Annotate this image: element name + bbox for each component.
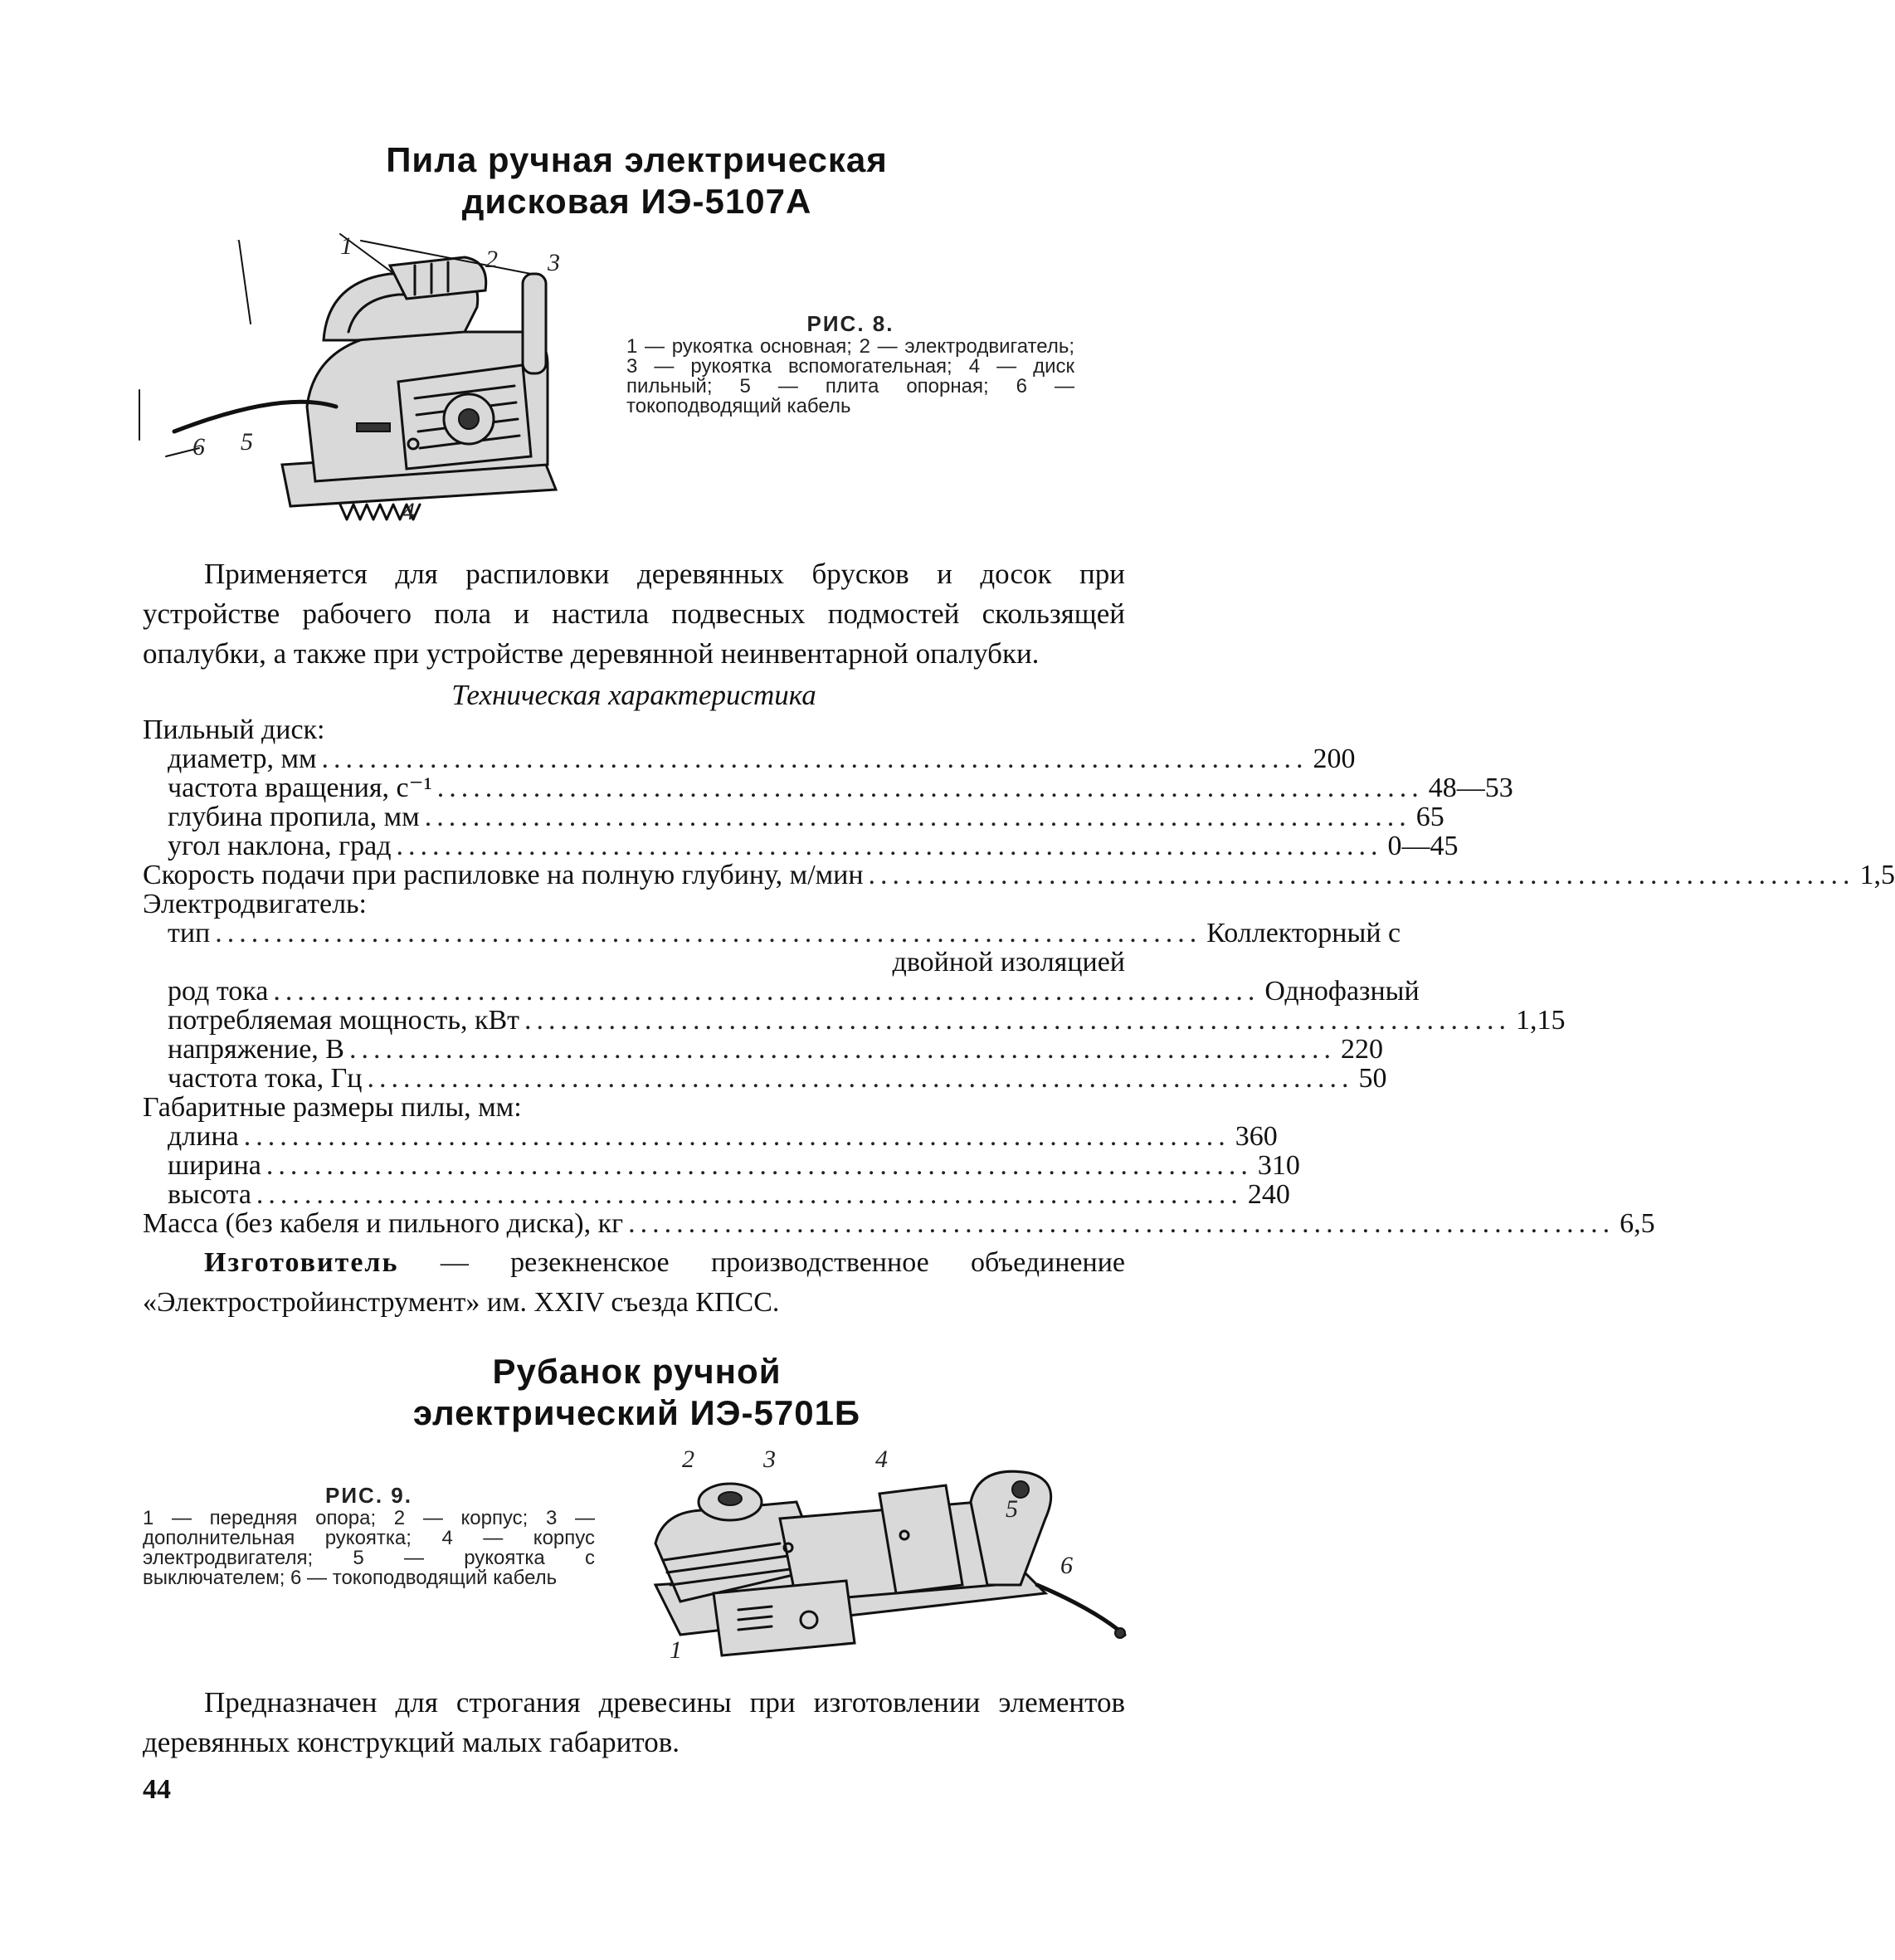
spec-label: ширина [168,1150,261,1181]
spec-label: высота [168,1179,251,1210]
leader-dots: .................................................................................. [396,831,1383,861]
saw-figure-label: РИС. 8. [806,311,894,336]
spec-value: 1,15 [1516,1005,1566,1036]
spec-row-type [143,918,1401,948]
planer-figure-caption [143,1485,595,1588]
spec-row-voltage [143,1034,1383,1065]
page-number: 44 [143,1774,171,1805]
planer-illustration [631,1469,1128,1668]
spec-row-width [143,1150,1300,1181]
planer-figure-caption-text: 1 — передняя опора; 2 — корпус; 3 — дополнительная рукоятка; 4 — корпус электродвигателя; 5 — рукоятка с выключателем; 6 — токоподводящий кабель [143,1507,595,1589]
saw-spec-block [143,679,1895,1260]
manufacturer-label: Изготовитель [204,1247,399,1278]
spec-row-depth [143,802,1444,832]
planer-title [0,1351,1274,1434]
spec-label: потребляемая мощность, кВт [168,1005,520,1036]
saw-callout-2: 2 [485,246,498,273]
spec-label: угол наклона, град [168,831,392,861]
spec-row-length [143,1121,1278,1152]
planer-title-line2: электрический ИЭ-5701Б [412,1393,861,1432]
saw-figure-caption [626,311,1074,417]
planer-figure-label: РИС. 9. [325,1483,412,1508]
spec-row-mass [143,1208,1655,1239]
spec-value: 240 [1247,1179,1290,1210]
saw-figure-caption-text: 1 — рукоятка основная; 2 — электродвигатель; 3 — рукоятка вспомогательная; 4 — диск пильный; 5 — плита опорная; 6 — токоподводящий кабель [626,335,1074,417]
saw-illustration [191,241,606,539]
spec-value: 0—45 [1387,831,1459,861]
leader-dots: .................................................................................. [436,773,1424,803]
saw-manufacturer [143,1243,1125,1323]
spec-motor-header: Электродвигатель: [143,889,367,919]
saw-callout-1: 1 [340,232,353,260]
leader-dots: .................................................................................. [243,1121,1230,1152]
leader-dots: .................................................................................. [321,744,1308,774]
saw-title-line1: Пила ручная электрическая [386,140,888,179]
spec-row-current [143,976,1420,1007]
leader-dots: .................................................................................. [367,1063,1354,1094]
leader-dots: .................................................................................. [868,860,1855,890]
planer-callout-2: 2 [682,1446,694,1473]
saw-callout-4: 4 [402,498,415,525]
spec-type-continuation: двойной изоляцией [892,947,1125,978]
planer-callout-1: 1 [670,1636,682,1664]
manufacturer-text: — резекненское производственное объединение «Электростройинструмент» им. XXIV съезда КПСС. [143,1247,1125,1318]
spec-label: Скорость подачи при распиловке на полную глубину, м/мин [143,860,864,890]
leader-dots: .................................................................................. [273,976,1260,1007]
spec-label: длина [168,1121,239,1152]
spec-value: Однофазный [1264,976,1420,1007]
spec-label: Масса (без кабеля и пильного диска), кг [143,1208,624,1239]
planer-callout-4: 4 [875,1446,888,1473]
spec-value: 360 [1235,1121,1278,1152]
saw-callout-5: 5 [241,428,253,456]
saw-callout-6: 6 [192,433,205,461]
spec-value: 220 [1340,1034,1383,1065]
leader-dots: .................................................................................. [215,918,1202,948]
planer-callout-6: 6 [1060,1552,1073,1579]
spec-value: 200 [1313,744,1356,774]
saw-callout-3: 3 [548,249,560,276]
spec-value: 48—53 [1428,773,1513,803]
saw-title [0,139,1274,222]
spec-heading: Техническая характеристика [451,679,816,711]
leader-dots: .................................................................................. [348,1034,1336,1065]
leader-dots: .................................................................................. [524,1005,1512,1036]
planer-callout-5: 5 [1006,1495,1018,1523]
leader-dots: .................................................................................. [265,1150,1253,1181]
spec-row-feed [143,860,1895,890]
spec-value: 1,5 [1859,860,1895,890]
spec-label: диаметр, мм [168,744,317,774]
spec-label: частота вращения, с⁻¹ [168,773,432,803]
leader-dots: .................................................................................. [424,802,1411,832]
saw-title-line2: дисковая ИЭ-5107А [461,182,812,221]
leader-dots: .................................................................................. [256,1179,1243,1210]
spec-row-angle [143,831,1459,861]
spec-row-power [143,1005,1566,1036]
spec-value: 6,5 [1620,1208,1655,1239]
spec-row-diameter [143,744,1356,774]
spec-dims-header: Габаритные размеры пилы, мм: [143,1092,522,1123]
planer-description: Предназначен для строгания древесины при изготовлении элементов деревянных конструкций малых габаритов. [143,1686,1125,1758]
saw-description: Применяется для распиловки деревянных брусков и досок при устройстве рабочего пола и настила подвесных подмостей скользящей опалубки, а также при устройстве деревянной неинвентарной опалубки. [143,558,1125,670]
planer-title-line1: Рубанок ручной [492,1352,782,1391]
spec-label: напряжение, В [168,1034,344,1065]
spec-label: тип [168,918,211,948]
planer-callout-3: 3 [763,1446,776,1473]
spec-label: глубина пропила, мм [168,802,420,832]
spec-row-speed [143,773,1513,803]
spec-label: частота тока, Гц [168,1063,363,1094]
leader-dots: .................................................................................. [628,1208,1615,1239]
spec-value: 310 [1257,1150,1300,1181]
spec-value: 65 [1415,802,1444,832]
spec-disk-header: Пильный диск: [143,714,325,745]
spec-row-frequency [143,1063,1387,1094]
spec-label: род тока [168,976,269,1007]
spec-row-height [143,1179,1290,1210]
spec-value: Коллекторный с [1206,918,1401,948]
spec-value: 50 [1358,1063,1387,1094]
